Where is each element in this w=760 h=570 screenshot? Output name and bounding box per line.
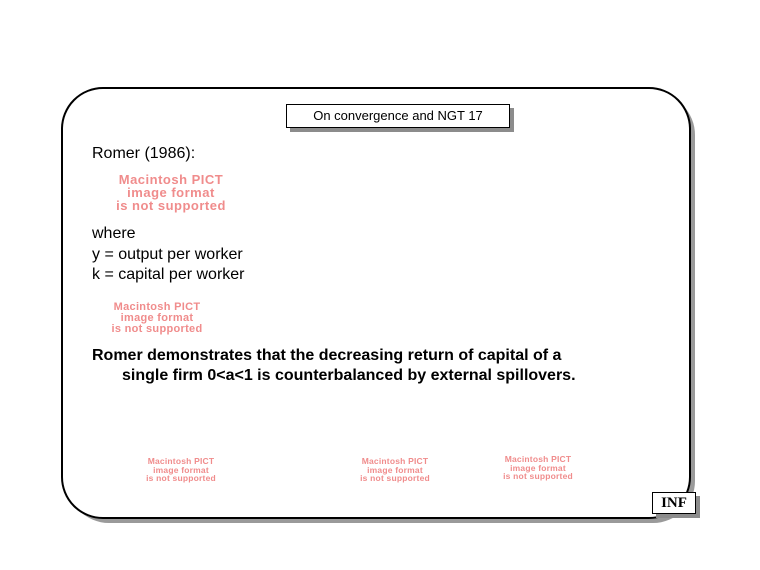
where-label: where (92, 225, 136, 242)
slide-header: On convergence and NGT 17 (286, 104, 510, 128)
pict-placeholder-equation-1: Macintosh PICT image format is not supported (116, 172, 226, 213)
pict-placeholder-equation-3: Macintosh PICT image format is not supported (146, 456, 216, 483)
conclusion-line-2: single firm 0<a<1 is counterbalanced by external spillovers. (122, 367, 576, 384)
definition-y: y = output per worker (92, 246, 243, 263)
pict-placeholder-equation-4: Macintosh PICT image format is not supported (360, 456, 430, 483)
inf-logo: INF (652, 492, 696, 514)
conclusion-line-1: Romer demonstrates that the decreasing return of capital of a (92, 347, 562, 364)
pict-placeholder-equation-2: Macintosh PICT image format is not supported (111, 301, 203, 335)
pict-placeholder-equation-5: Macintosh PICT image format is not supported (503, 454, 573, 481)
heading: Romer (1986): (92, 145, 196, 162)
definition-k: k = capital per worker (92, 266, 245, 283)
